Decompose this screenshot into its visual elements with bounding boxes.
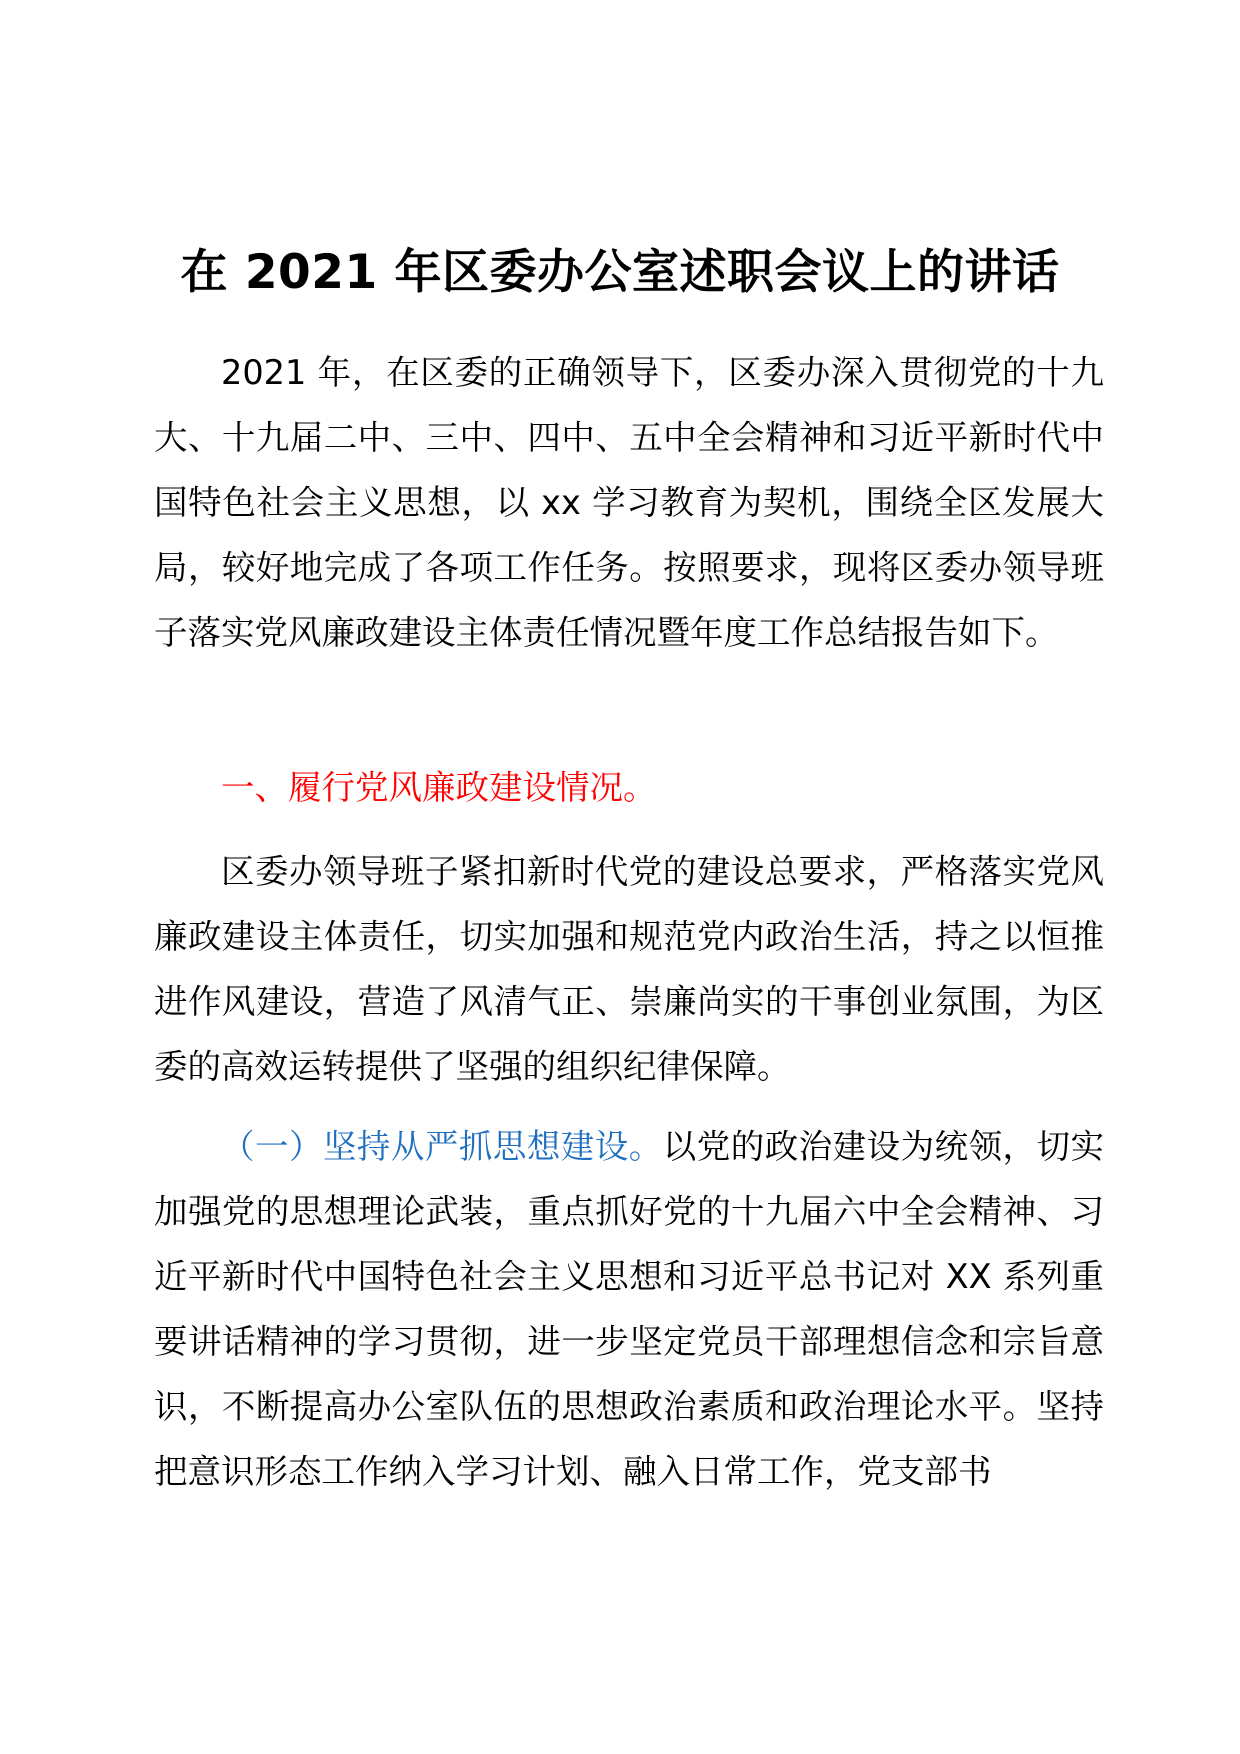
subsection-heading-1: （一）坚持从严抓思想建设。 bbox=[221, 1127, 663, 1166]
paragraph-thought-building bbox=[154, 1114, 1104, 1504]
paragraph-party-building: 区委办领导班子紧扣新时代党的建设总要求，严格落实党风廉政建设主体责任，切实加强和规范党内政治生活，持之以恒推进作风建设，营造了风清气正、崇廉尚实的干事创业氛围，为区委的高效运转提供了坚强的组织纪律保障。 bbox=[154, 852, 1104, 1086]
paragraph-intro: 2021 年，在区委的正确领导下，区委办深入贯彻党的十九大、十九届二中、三中、四中、五中全会精神和习近平新时代中国特色社会主义思想，以 xx 学习教育为契机，围绕全区发展大局，较好地完成了各项工作任务。按照要求，现将区委办领导班子落实党风廉政建设主体责任情况暨年度工作总结报告如下。 bbox=[154, 353, 1104, 652]
document-title: 在 2021 年区委办公室述职会议上的讲话 bbox=[180, 245, 1060, 300]
paragraph-thought-building-body: 以党的政治建设为统领，切实加强党的思想理论武装，重点抓好党的十九届六中全会精神、习近平新时代中国特色社会主义思想和习近平总书记对 XX 系列重要讲话精神的学习贯彻，进一步坚定党员干部理想信念和宗旨意识，不断提高办公室队伍的思想政治素质和政治理论水平。坚持把意识形态工作纳入学习计划、融入日常工作，党支部书 bbox=[154, 1127, 1105, 1491]
section-heading-1: 一、履行党风廉政建设情况。 bbox=[221, 768, 657, 807]
